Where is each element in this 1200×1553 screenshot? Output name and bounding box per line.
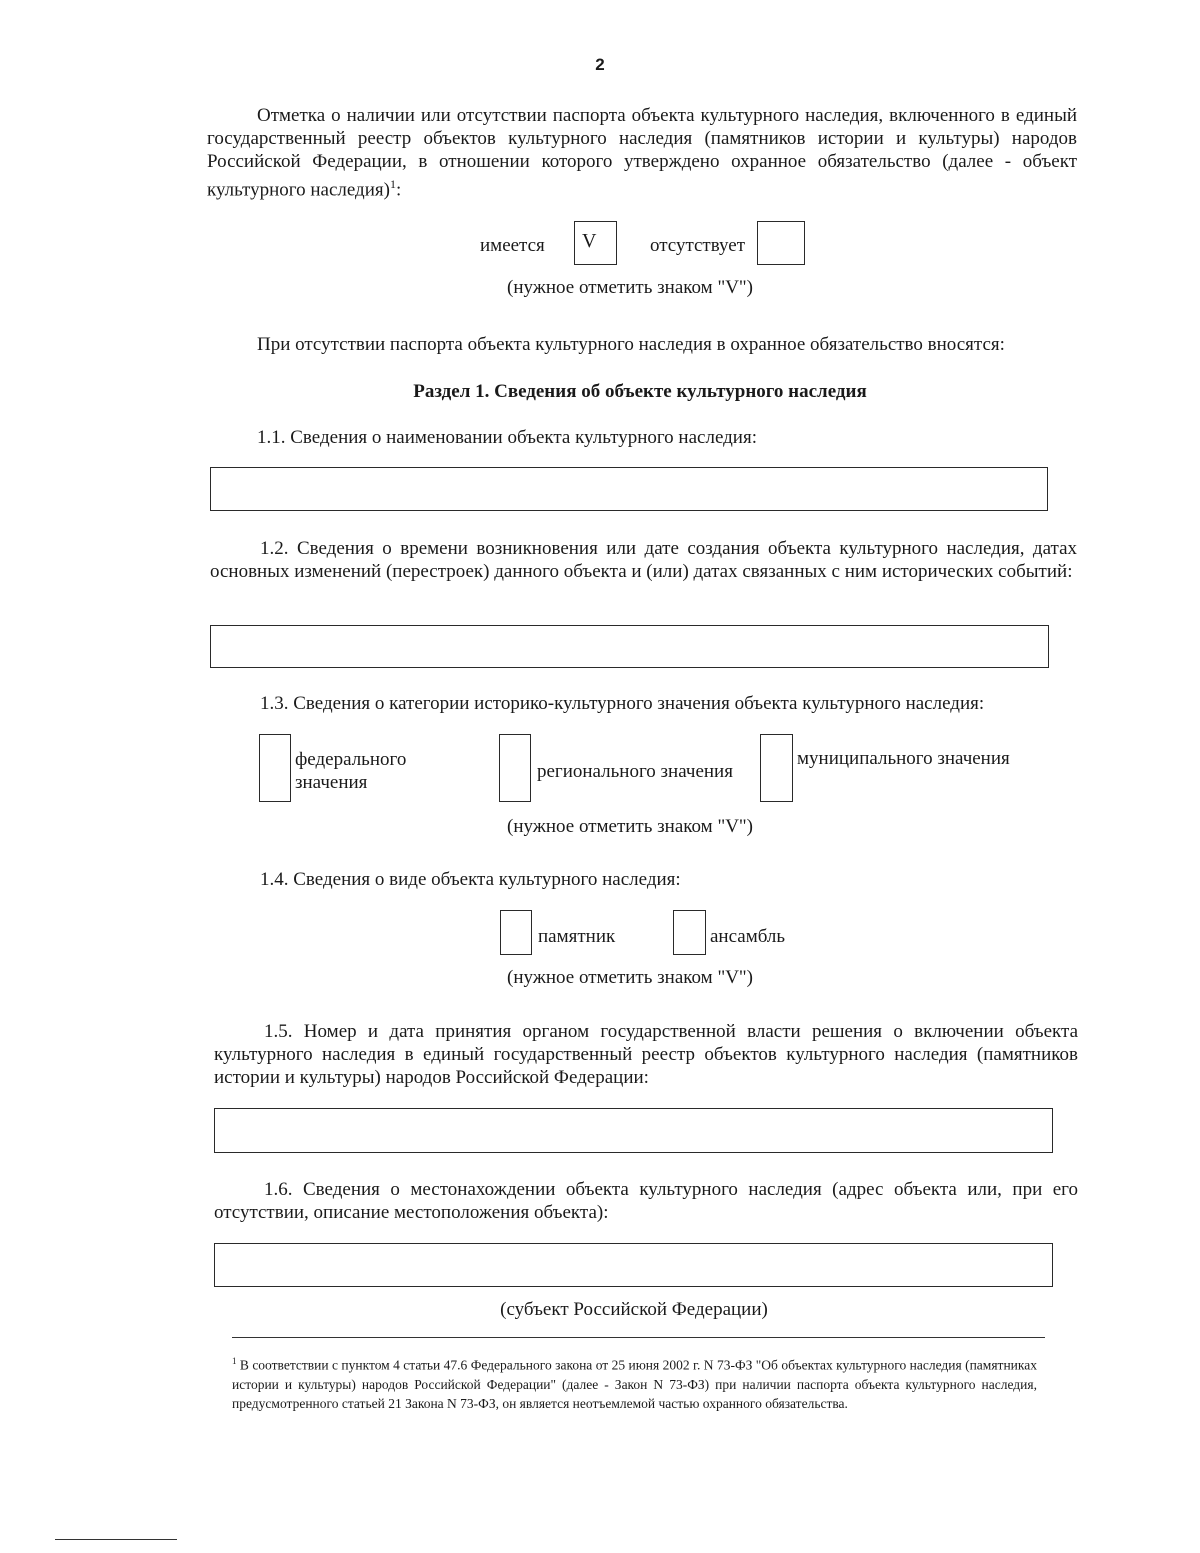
item-1-2-label: 1.2. Сведения о времени возникновения или дате создания объекта культурного наследия, датах основных изменений (перестроек) данного объекта и (или) датах связанных с ним исторических событий: (210, 538, 1077, 582)
bottom-left-rule (55, 1539, 177, 1540)
passport-has-mark: V (582, 230, 597, 252)
passport-absent-label: отсутствует (650, 235, 746, 256)
category-federal-checkbox[interactable] (259, 734, 291, 802)
item-1-5-label: 1.5. Номер и дата принятия органом государственной власти решения о включении объекта культурного наследия в единый государственный реестр объектов культурного наследия (памятников истории и культуры) народов Российской Федерации: (214, 1021, 1078, 1088)
item-1-6-caption: (субъект Российской Федерации) (500, 1299, 768, 1320)
category-municipal-label: муниципального значения (797, 748, 1010, 769)
footnote-reference: 1 (389, 177, 396, 191)
type-ensemble-checkbox[interactable] (673, 910, 706, 955)
section-1-heading: Раздел 1. Сведения об объекте культурного наследия (413, 381, 867, 402)
passport-has-checkbox[interactable] (574, 221, 617, 265)
footnote-separator (232, 1337, 1045, 1338)
intro-text: Отметка о наличии или отсутствии паспорта объекта культурного наследия, включенного в единый государственный реестр объектов культурного наследия (памятников истории и культуры) народов Российской Федерации, в отношении которого утверждено охранное обязательство (далее - объект культурного наследия) (207, 105, 1077, 201)
item-1-2-field[interactable] (210, 625, 1049, 668)
category-regional-checkbox[interactable] (499, 734, 531, 802)
type-monument-checkbox[interactable] (500, 910, 532, 955)
passport-has-label: имеется (480, 235, 545, 256)
category-federal-label-line1: федерального (295, 749, 407, 770)
intro-paragraph (207, 104, 1077, 201)
passport-hint: (нужное отметить знаком "V") (507, 277, 753, 298)
category-federal-label (295, 748, 406, 794)
item-1-6-label: 1.6. Сведения о местонахождении объекта культурного наследия (адрес объекта или, при его отсутствии, описание местоположения объекта): (214, 1179, 1078, 1223)
category-regional-label: регионального значения (537, 761, 733, 782)
item-1-6-field[interactable] (214, 1243, 1053, 1287)
item-1-1-field[interactable] (210, 467, 1048, 511)
type-monument-label: памятник (538, 926, 616, 947)
passport-absent-checkbox[interactable] (757, 221, 805, 265)
item-1-1-label: 1.1. Сведения о наименовании объекта культурного наследия: (257, 427, 757, 448)
page-number: 2 (595, 55, 605, 74)
item-1-3-label: 1.3. Сведения о категории историко-культурного значения объекта культурного наследия: (260, 693, 985, 714)
type-ensemble-label: ансамбль (710, 926, 786, 947)
intro-suffix: : (395, 179, 402, 201)
absence-note: При отсутствии паспорта объекта культурного наследия в охранное обязательство вносятся: (257, 334, 1005, 355)
item-1-3-hint: (нужное отметить знаком "V") (507, 816, 753, 837)
item-1-4-hint: (нужное отметить знаком "V") (507, 967, 753, 988)
category-federal-label-line2: значения (295, 772, 368, 793)
footnote-mark: 1 (232, 1356, 237, 1366)
item-1-4-label: 1.4. Сведения о виде объекта культурного наследия: (260, 869, 681, 890)
item-1-5-field[interactable] (214, 1108, 1053, 1153)
footnote-text: В соответствии с пунктом 4 статьи 47.6 Федерального закона от 25 июня 2002 г. N 73-ФЗ "Об объектах культурного наследия (памятниках истории и культуры) народов Российской Федерации" (далее - Закон N 73-ФЗ) при наличии паспорта объекта культурного наследия, предусмотренного статьей 21 Закона N 73-ФЗ, он является неотъемлемой частью охранного обязательства. (232, 1357, 1037, 1411)
category-municipal-checkbox[interactable] (760, 734, 793, 802)
footnote (232, 1352, 1037, 1413)
